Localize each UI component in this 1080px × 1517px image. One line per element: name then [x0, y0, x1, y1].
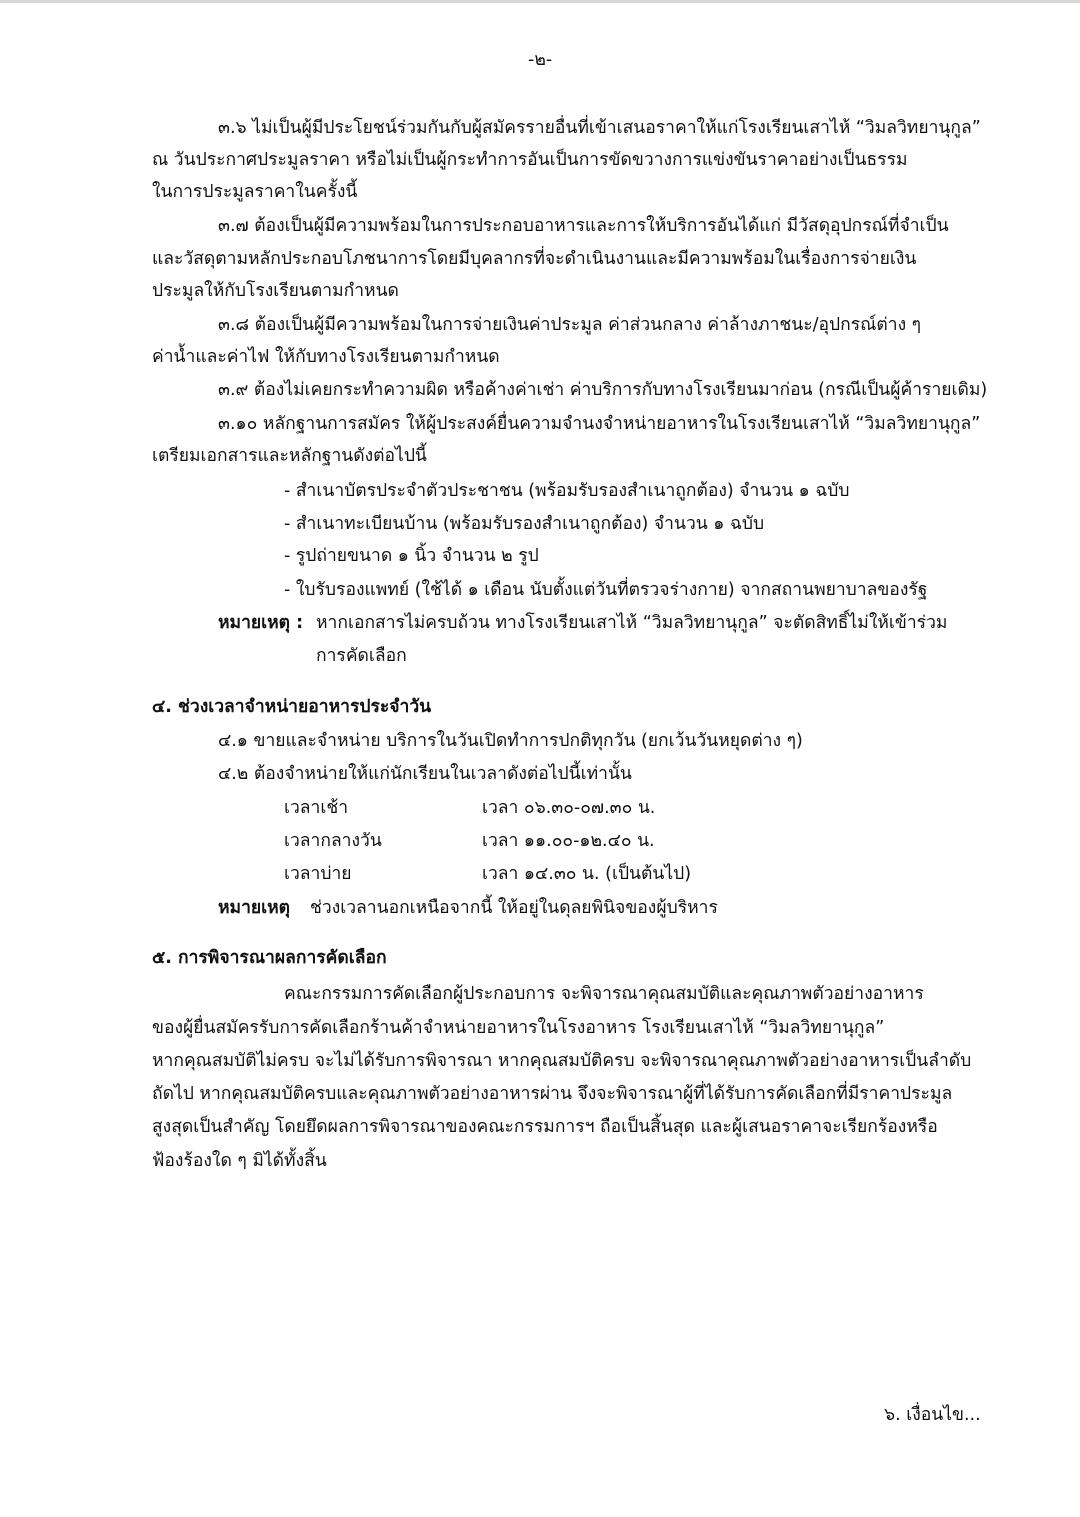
section-4-note-text: ช่วงเวลานอกเหนือจากนี้ ให้อยู่ในดุลยพินิจของผู้บริหาร [310, 898, 718, 918]
section-5-heading: ๕. การพิจารณาผลการคัดเลือก [152, 948, 387, 968]
section-4-note-label: หมายเหตุ [218, 898, 291, 918]
section-5-line: หากคุณสมบัติไม่ครบ จะไม่ได้รับการพิจารณา หากคุณสมบัติครบ จะพิจารณาคุณภาพตัวอย่างอาหารเป็นลำดับ [152, 1051, 972, 1071]
time-label-afternoon: เวลาบ่าย [284, 864, 352, 884]
note-label: หมายเหตุ : [218, 613, 304, 633]
clause-3-6-line-3: ในการประมูลราคาในครั้งนี้ [152, 182, 358, 202]
section-5-line: ถัดไป หากคุณสมบัติครบและคุณภาพตัวอย่างอาหารผ่าน จึงจะพิจารณาผู้ที่ได้รับการคัดเลือกที่มีราคาประมูล [152, 1084, 953, 1104]
section-5-line: สูงสุดเป็นสำคัญ โดยยึดผลการพิจารณาของคณะกรรมการฯ ถือเป็นสิ้นสุด และผู้เสนอราคาจะเรียกร้องหรือ [152, 1117, 938, 1137]
document-list-item: - สำเนาบัตรประจำตัวประชาชน (พร้อมรับรองสำเนาถูกต้อง) จำนวน ๑ ฉบับ [284, 481, 850, 501]
clause-4-2: ๔.๒ ต้องจำหน่ายให้แก่นักเรียนในเวลาดังต่อไปนี้เท่านั้น [218, 764, 632, 784]
clause-3-7-line-1: ๓.๗ ต้องเป็นผู้มีความพร้อมในการประกอบอาหารและการให้บริการอันได้แก่ มีวัสดุอุปกรณ์ที่จำเป็น [218, 216, 949, 236]
scan-edge [0, 0, 1080, 3]
document-list-item: - รูปถ่ายขนาด ๑ นิ้ว จำนวน ๒ รูป [284, 546, 539, 566]
time-label-noon: เวลากลางวัน [284, 831, 382, 851]
clause-3-6-line-2: ณ วันประกาศประมูลราคา หรือไม่เป็นผู้กระทำการอันเป็นการขัดขวางการแข่งขันราคาอย่างเป็นธรรม [152, 150, 908, 170]
clause-3-9: ๓.๙ ต้องไม่เคยกระทำความผิด หรือค้างค่าเช่า ค่าบริการกับทางโรงเรียนมาก่อน (กรณีเป็นผู้ค้ารายเดิม) [218, 380, 988, 400]
clause-3-8-line-2: ค่าน้ำและค่าไฟ ให้กับทางโรงเรียนตามกำหนด [152, 347, 500, 367]
time-value-afternoon: เวลา ๑๔.๓๐ น. (เป็นต้นไป) [482, 864, 692, 884]
clause-3-8-line-1: ๓.๘ ต้องเป็นผู้มีความพร้อมในการจ่ายเงินค่าประมูล ค่าส่วนกลาง ค่าล้างภาชนะ/อุปกรณ์ต่าง ๆ [218, 315, 922, 335]
section-5-line: ของผู้ยื่นสมัครรับการคัดเลือกร้านค้าจำหน่ายอาหารในโรงอาหาร โรงเรียนเสาไห้ “วิมลวิทยานุกูล” [152, 1018, 885, 1038]
clause-3-10-line-2: เตรียมเอกสารและหลักฐานดังต่อไปนี้ [152, 446, 427, 466]
clause-4-1: ๔.๑ ขายและจำหน่าย บริการในวันเปิดทำการปกติทุกวัน (ยกเว้นวันหยุดต่าง ๆ) [218, 731, 803, 751]
section-4-heading: ๔. ช่วงเวลาจำหน่ายอาหารประจำวัน [152, 697, 432, 717]
document-list-item: - สำเนาทะเบียนบ้าน (พร้อมรับรองสำเนาถูกต้อง) จำนวน ๑ ฉบับ [284, 514, 765, 534]
note-text-line-1: หากเอกสารไม่ครบถ้วน ทางโรงเรียนเสาไห้ “วิมลวิทยานุกูล” จะตัดสิทธิ์ไม่ให้เข้าร่วม [316, 613, 948, 633]
section-5-line: คณะกรรมการคัดเลือกผู้ประกอบการ จะพิจารณาคุณสมบัติและคุณภาพตัวอย่างอาหาร [284, 984, 924, 1004]
time-label-morning: เวลาเช้า [284, 798, 349, 818]
continuation-marker: ๖. เงื่อนไข... [884, 1405, 981, 1425]
time-value-morning: เวลา ๐๖.๓๐-๐๗.๓๐ น. [482, 798, 656, 818]
clause-3-7-line-3: ประมูลให้กับโรงเรียนตามกำหนด [152, 281, 399, 301]
note-text-line-2: การคัดเลือก [316, 646, 407, 666]
clause-3-10-line-1: ๓.๑๐ หลักฐานการสมัคร ให้ผู้ประสงค์ยื่นความจำนงจำหน่ายอาหารในโรงเรียนเสาไห้ “วิมลวิทยานุกูล” [218, 414, 981, 434]
page-number: -๒- [528, 50, 553, 70]
section-5-line: ฟ้องร้องใด ๆ มิได้ทั้งสิ้น [152, 1151, 327, 1171]
clause-3-7-line-2: และวัสดุตามหลักประกอบโภชนาการโดยมีบุคลากรที่จะดำเนินงานและมีความพร้อมในเรื่องการจ่ายเงิน [152, 249, 917, 269]
document-list-item: - ใบรับรองแพทย์ (ใช้ได้ ๑ เดือน นับตั้งแต่วันที่ตรวจร่างกาย) จากสถานพยาบาลของรัฐ [284, 580, 928, 600]
clause-3-6-line-1: ๓.๖ ไม่เป็นผู้มีประโยชน์ร่วมกันกับผู้สมัครรายอื่นที่เข้าเสนอราคาให้แก่โรงเรียนเสาไห้ “วิมลวิทยานุกูล” [218, 118, 981, 138]
time-value-noon: เวลา ๑๑.๐๐-๑๒.๔๐ น. [482, 831, 655, 851]
